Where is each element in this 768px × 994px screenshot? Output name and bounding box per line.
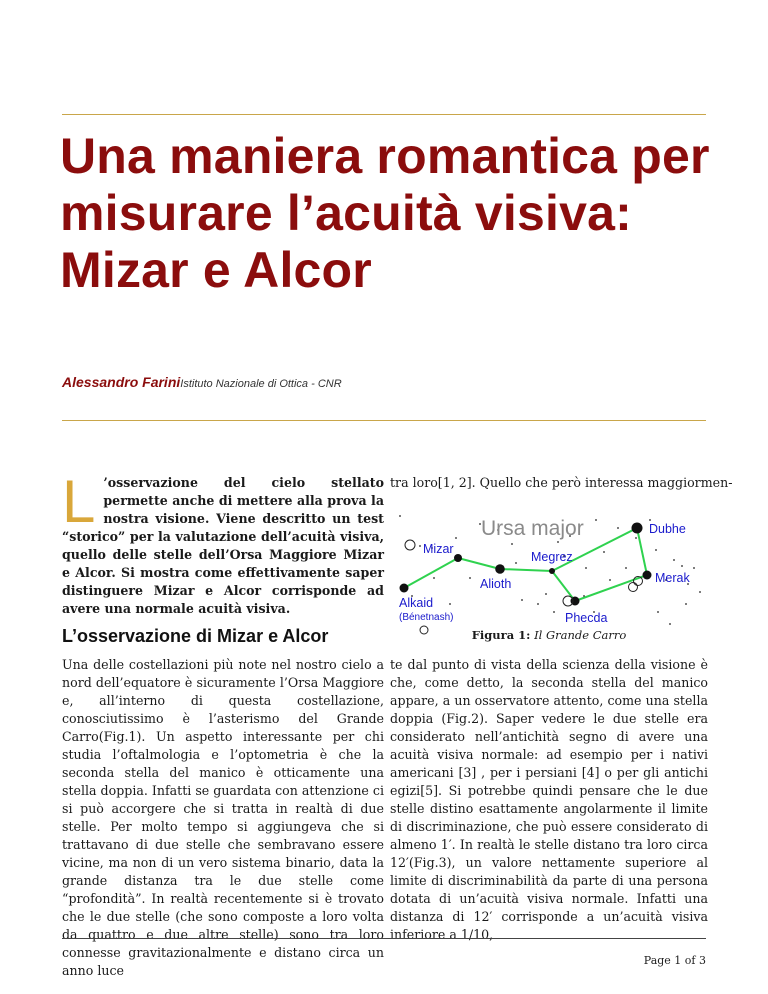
constellation-label: Ursa major bbox=[481, 517, 584, 540]
top-rule bbox=[62, 114, 706, 115]
drop-cap: L bbox=[62, 468, 96, 535]
label-megrez: Megrez bbox=[531, 550, 573, 564]
abstract bbox=[62, 468, 384, 618]
star-dubhe bbox=[632, 523, 643, 534]
body-right-column: te dal punto di vista della scienza della visione è che, come detto, la seconda stella del manico appare, a un osservatore attento, come una stella doppia (Fig.2). Saper vedere le due stelle era considerato nell’antichità segno di avere una acuità visiva normale: ad esempio per i nativi americani [3] , per i persiani [4] o per gli antichi egizi[5]. Si potrebbe quindi pensare che le due stelle distino esattamente angolarmente il limite di discriminazione, che può essere considerato di almeno 1′. In realtà le stelle distano tra loro circa 12′(Fig.3), un valore nettamente superiore al limite di discriminabilità da parte di una persona dotata di un’acuità visiva normale. Infatti una distanza di 12′ corrisponde a un’acuità visiva inferiore a 1/10, bbox=[390, 657, 708, 942]
section-heading: L’osservazione di Mizar e Alcor bbox=[62, 626, 329, 646]
page-title: Una maniera romantica per misurare l’acuità visiva: Mizar e Alcor bbox=[60, 128, 710, 298]
right-column-top: tra loro[1, 2]. Quello che però interessa maggiormen- bbox=[390, 475, 733, 490]
caption-label: Figura 1: bbox=[471, 628, 531, 642]
abstract-text: ’osservazione del cielo stellato permette anche di mettere alla prova la nostra visione. Viene descritto un test “storico” per la valutazione dell’acuità visiva, quello delle stelle dell’Orsa Maggiore Mizar e Alcor. Si mostra come effettivamente saper distinguere Mizar e Alcor corrisponde ad avere una normale acuità visiva. bbox=[62, 475, 384, 616]
footer-rule bbox=[62, 938, 706, 939]
label-mizar: Mizar bbox=[423, 542, 454, 556]
label-alioth: Alioth bbox=[480, 577, 512, 591]
page-number: Page 1 of 3 bbox=[643, 954, 706, 967]
star-mizar bbox=[454, 554, 462, 562]
star-alkaid bbox=[400, 584, 409, 593]
star-megrez bbox=[549, 568, 555, 574]
label-merak: Merak bbox=[655, 571, 690, 585]
author-line bbox=[62, 374, 342, 392]
header-rule bbox=[62, 420, 706, 421]
star-merak bbox=[643, 571, 652, 580]
label-dubhe: Dubhe bbox=[649, 522, 686, 536]
author-affiliation: Istituto Nazionale di Ottica - CNR bbox=[180, 378, 342, 390]
figure-caption bbox=[390, 628, 708, 642]
label-phecda: Phecda bbox=[565, 611, 608, 625]
label-benetnash: (Bénetnash) bbox=[399, 612, 454, 623]
author-name: Alessandro Farini bbox=[62, 374, 181, 390]
label-alkaid: Alkaid bbox=[399, 596, 434, 610]
caption-text: Il Grande Carro bbox=[534, 628, 627, 642]
star-alioth bbox=[495, 564, 505, 574]
body-left-column: Una delle costellazioni più note nel nostro cielo a nord dell’equatore è sicuramente l’Orsa Maggiore e, all’interno di questa costellazione, conosciutissimo è l’asterismo del Grande Carro(Fig.1). Un aspetto interessante per chi studia l’oftalmologia e l’optometria è che la seconda stella del manico è otticamente una stella doppia. Infatti se guardata con attenzione ci si può accorgere che si tratta in realtà di due stelle. Per molto tempo si aggiungeva che si trattavano di due stelle che sembravano essere vicine, ma non di un vero sistema binario, data la grande distanza tra le due stelle come “profondità”. In realtà recentemente si è trovato che le due stelle (che sono composte a loro volta da quattro e due altre stelle) sono tra loro connesse gravitazionalmente e distano circa un anno luce bbox=[62, 657, 384, 978]
